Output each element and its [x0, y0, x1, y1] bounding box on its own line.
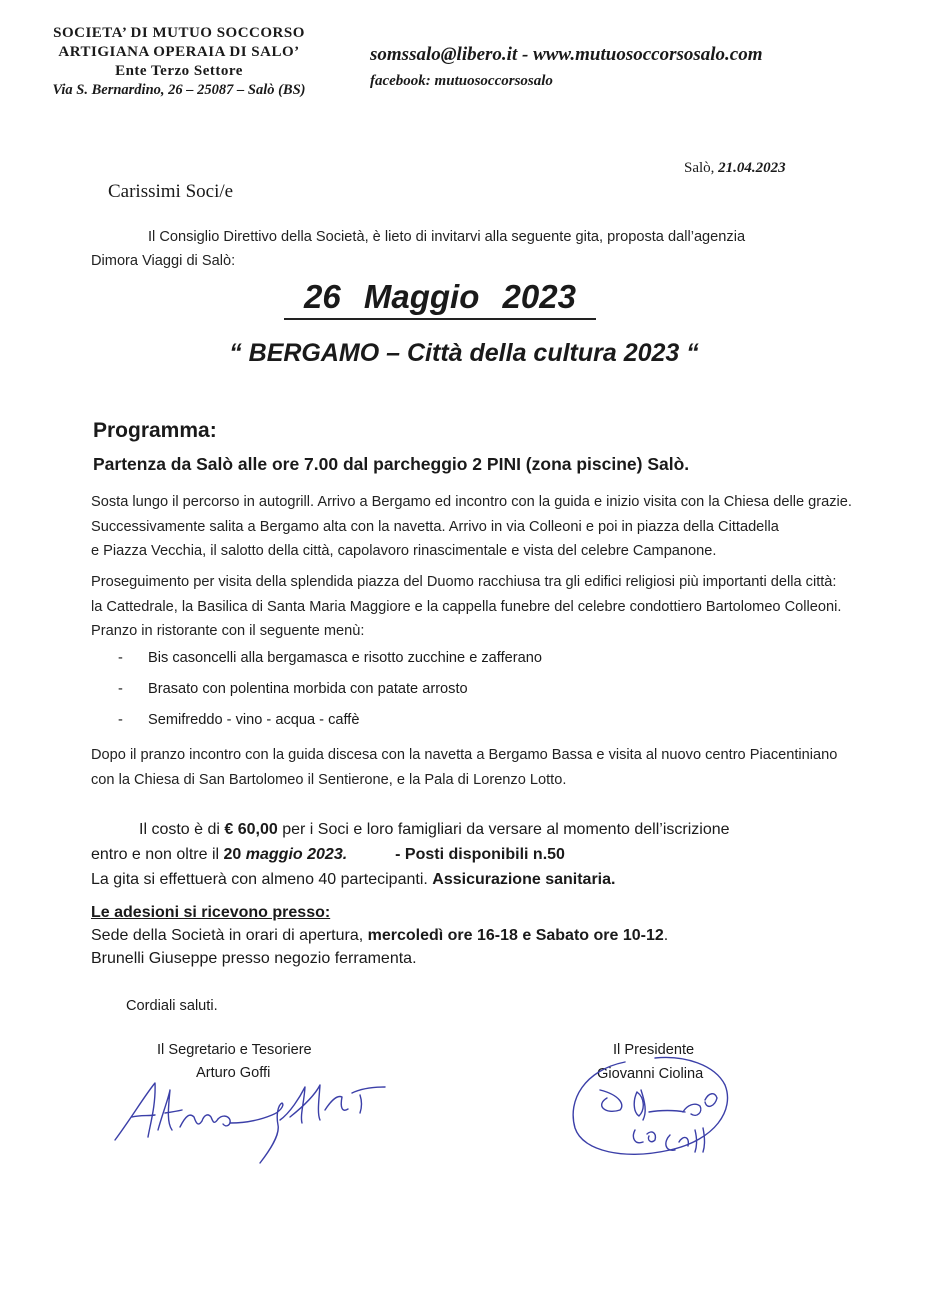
- insurance-note: Assicurazione sanitaria.: [432, 871, 616, 888]
- deadline-date: maggio 2023.: [245, 846, 348, 863]
- paragraph-line: Successivamente salita a Bergamo alta con la navetta. Arrivo in via Colleoni e poi in piazza della Cittadella: [91, 518, 779, 535]
- date-value: 21.04.2023: [718, 160, 786, 176]
- deadline-day: 20: [223, 846, 246, 863]
- closing: Cordiali saluti.: [126, 998, 218, 1014]
- secretary-role: Il Segretario e Tesoriere: [157, 1042, 312, 1058]
- menu-bullet: -: [118, 712, 123, 728]
- adhesions-heading: Le adesioni si ricevono presso:: [91, 904, 331, 921]
- opening-hours: mercoledì ore 16-18 e Sabato ore 10-12: [367, 927, 664, 944]
- organization-header: [20, 24, 338, 100]
- greeting: Carissimi Soci/e: [108, 181, 234, 202]
- intro-line-2: Dimora Viaggi di Salò:: [91, 253, 236, 269]
- intro-line-1: Il Consiglio Direttivo della Società, è lieto di invitarvi alla seguente gita, proposta dall’agenzia: [148, 229, 746, 245]
- menu-bullet: -: [118, 681, 123, 697]
- cost-line-3: [91, 867, 615, 892]
- president-signature: [565, 1050, 750, 1170]
- event-date: 26 Maggio 2023: [284, 276, 596, 320]
- adhesions-line-2: Brunelli Giuseppe presso negozio ferramenta.: [91, 950, 417, 967]
- departure-info: Partenza da Salò alle ore 7.00 dal parcheggio 2 PINI (zona piscine) Salò.: [93, 454, 690, 474]
- menu-item: Brasato con polentina morbida con patate arrosto: [148, 681, 468, 697]
- letter-date: [684, 160, 786, 177]
- paragraph-line: con la Chiesa di San Bartolomeo il Sentierone, e la Pala di Lorenzo Lotto.: [91, 771, 567, 788]
- adhesions-line-1: [91, 927, 668, 945]
- facebook-contact: facebook: mutuosoccorsosalo: [370, 73, 553, 89]
- paragraph-line: la Cattedrale, la Basilica di Santa Maria Maggiore e la cappella funebre del celebre condottiero Bartolomeo Colleoni.: [91, 598, 842, 615]
- org-name-line1: SOCIETA’ DI MUTUO SOCCORSO: [53, 25, 305, 41]
- cost-text: Il costo è di: [139, 821, 225, 838]
- org-address: Via S. Bernardino, 26 – 25087 – Salò (BS): [52, 82, 306, 98]
- available-seats: - Posti disponibili n.50: [395, 846, 565, 863]
- president-name: Giovanni Ciolina: [597, 1066, 704, 1082]
- paragraph-line: Sosta lungo il percorso in autogrill. Arrivo a Bergamo ed incontro con la guida e inizio visita con la Chiesa delle grazie.: [91, 494, 852, 510]
- contact-email-website: somssalo@libero.it - www.mutuosoccorsosalo.com: [370, 44, 763, 65]
- president-role: Il Presidente: [613, 1042, 695, 1058]
- event-title: “ BERGAMO – Città della cultura 2023 “: [229, 339, 699, 367]
- menu-item: Bis casoncelli alla bergamasca e risotto zucchine e zafferano: [148, 650, 542, 666]
- secretary-signature: [110, 1075, 400, 1170]
- program-heading: Programma:: [93, 419, 217, 442]
- cost-text: per i Soci e loro famigliari da versare al momento dell’iscrizione: [277, 821, 730, 838]
- menu-item: Semifreddo - vino - acqua - caffè: [148, 712, 360, 728]
- cost-line-2: [91, 842, 565, 867]
- program-paragraph-1: [91, 490, 852, 564]
- paragraph-line: Pranzo in ristorante con il seguente menù:: [91, 623, 365, 639]
- org-name-line2: ARTIGIANA OPERAIA DI SALO’: [58, 44, 300, 60]
- cost-price: € 60,00: [224, 821, 278, 838]
- menu-bullet: -: [118, 650, 123, 666]
- cost-line-1: [139, 817, 730, 842]
- paragraph-line: e Piazza Vecchia, il salotto della città, capolavoro rinascimentale e vista del celebre Campanone.: [91, 543, 717, 559]
- program-paragraph-2: [91, 570, 841, 644]
- date-place: Salò,: [684, 160, 715, 176]
- min-participants: La gita si effettuerà con almeno 40 partecipanti.: [91, 871, 433, 888]
- paragraph-line: Proseguimento per visita della splendida piazza del Duomo racchiusa tra gli edifici religiosi più importanti della città:: [91, 574, 837, 590]
- adhesions-text: .: [663, 927, 669, 944]
- secretary-name: Arturo Goffi: [196, 1065, 271, 1081]
- program-paragraph-3: [91, 743, 837, 792]
- org-type: Ente Terzo Settore: [115, 63, 243, 79]
- adhesions-text: Sede della Società in orari di apertura,: [91, 927, 368, 944]
- deadline-text: entro e non oltre il: [91, 846, 224, 863]
- paragraph-line: Dopo il pranzo incontro con la guida discesa con la navetta a Bergamo Bassa e visita al nuovo centro Piacentiniano: [91, 747, 838, 763]
